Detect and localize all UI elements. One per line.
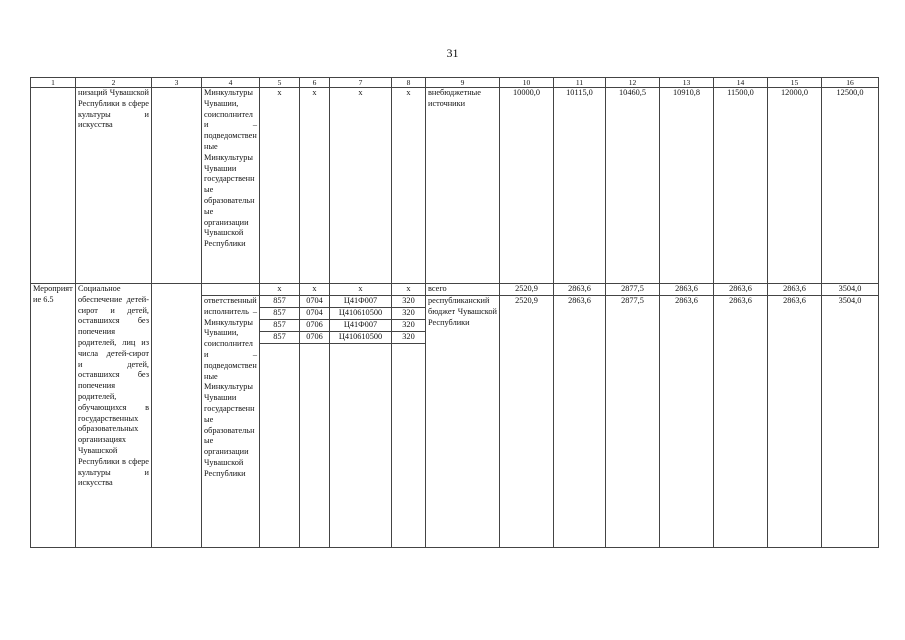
cell-rz-pr	[300, 344, 330, 548]
cell-value: 10910,8	[660, 88, 714, 284]
cell-value: 10460,5	[606, 88, 660, 284]
col-number: 3	[152, 78, 202, 88]
col-number: 13	[660, 78, 714, 88]
cell-event-name: низаций Чувашской Республики в сфере культуры и искусства	[76, 88, 152, 284]
cell-grbs: 857	[260, 320, 300, 332]
cell-value: 2863,6	[660, 284, 714, 296]
column-numbers-row	[31, 78, 879, 88]
col-number: 4	[202, 78, 260, 88]
col-number: 9	[426, 78, 500, 88]
cell-rz-pr: 0706	[300, 320, 330, 332]
col-number: 6	[300, 78, 330, 88]
cell-value: 12500,0	[822, 88, 879, 284]
cell-vr: х	[392, 284, 426, 296]
cell-csr: Ц41Ф007	[330, 320, 392, 332]
cell-grbs: 857	[260, 296, 300, 308]
col-number: 8	[392, 78, 426, 88]
cell-blank	[152, 88, 202, 284]
cell-executor: ответственный исполнитель – Минкультуры Чувашии, соисполнители – подведомственные Минкультуры Чувашии государственные образовательные организации Чувашской Республики	[202, 296, 260, 548]
cell-executor-top	[202, 284, 260, 296]
cell-rz-pr: 0704	[300, 308, 330, 320]
cell-csr	[330, 344, 392, 548]
cell-value: 2863,6	[768, 296, 822, 548]
cell-csr: Ц410610500	[330, 332, 392, 344]
col-number: 15	[768, 78, 822, 88]
cell-value: 2863,6	[768, 284, 822, 296]
cell-grbs: 857	[260, 332, 300, 344]
cell-grbs: х	[260, 88, 300, 284]
col-number: 7	[330, 78, 392, 88]
cell-vr: х	[392, 88, 426, 284]
cell-value: 10115,0	[554, 88, 606, 284]
cell-value: 3504,0	[822, 284, 879, 296]
cell-value: 2863,6	[660, 296, 714, 548]
cell-event-name: Социальное обеспечение детей-сирот и детей, оставшихся без попечения родителей, лиц из числа детей-сирот и детей, оставшихся без попечения родителей, обучающихся в государственных образовательных организациях Чувашской Республики в сфере культуры и искусства	[76, 284, 152, 548]
cell-value: 2877,5	[606, 296, 660, 548]
cell-value: 2520,9	[500, 284, 554, 296]
cell-funding-source: республиканский бюджет Чувашской Республики	[426, 296, 500, 548]
cell-value: 2863,6	[714, 284, 768, 296]
cell-value: 10000,0	[500, 88, 554, 284]
cell-rz-pr: 0704	[300, 296, 330, 308]
cell-csr: Ц410610500	[330, 308, 392, 320]
cell-value: 2877,5	[606, 284, 660, 296]
cell-value: 3504,0	[822, 296, 879, 548]
cell-rz-pr: х	[300, 88, 330, 284]
table-row	[31, 88, 879, 284]
cell-csr: Ц41Ф007	[330, 296, 392, 308]
cell-csr: х	[330, 88, 392, 284]
page-number: 31	[446, 46, 459, 60]
cell-vr: 320	[392, 320, 426, 332]
col-number: 16	[822, 78, 879, 88]
cell-grbs: х	[260, 284, 300, 296]
cell-funding-source: всего	[426, 284, 500, 296]
table-row	[31, 284, 879, 296]
cell-value: 12000,0	[768, 88, 822, 284]
cell-executor: Минкультуры Чувашии, соисполнители – подведомственные Минкультуры Чувашии государственные образовательные организации Чувашской Республики	[202, 88, 260, 284]
cell-blank	[152, 284, 202, 548]
cell-vr: 320	[392, 308, 426, 320]
col-number: 2	[76, 78, 152, 88]
col-number: 11	[554, 78, 606, 88]
cell-value: 11500,0	[714, 88, 768, 284]
cell-event-label	[31, 88, 76, 284]
cell-value: 2863,6	[554, 284, 606, 296]
cell-rz-pr: х	[300, 284, 330, 296]
cell-grbs	[260, 344, 300, 548]
cell-event-label: Мероприятие 6.5	[31, 284, 76, 548]
cell-value: 2520,9	[500, 296, 554, 548]
cell-value: 2863,6	[714, 296, 768, 548]
cell-vr	[392, 344, 426, 548]
program-table	[30, 77, 879, 548]
col-number: 1	[31, 78, 76, 88]
col-number: 14	[714, 78, 768, 88]
col-number: 10	[500, 78, 554, 88]
cell-funding-source: внебюджетные источники	[426, 88, 500, 284]
cell-vr: 320	[392, 296, 426, 308]
cell-grbs: 857	[260, 308, 300, 320]
cell-csr: х	[330, 284, 392, 296]
cell-rz-pr: 0706	[300, 332, 330, 344]
cell-value: 2863,6	[554, 296, 606, 548]
col-number: 5	[260, 78, 300, 88]
cell-vr: 320	[392, 332, 426, 344]
col-number: 12	[606, 78, 660, 88]
